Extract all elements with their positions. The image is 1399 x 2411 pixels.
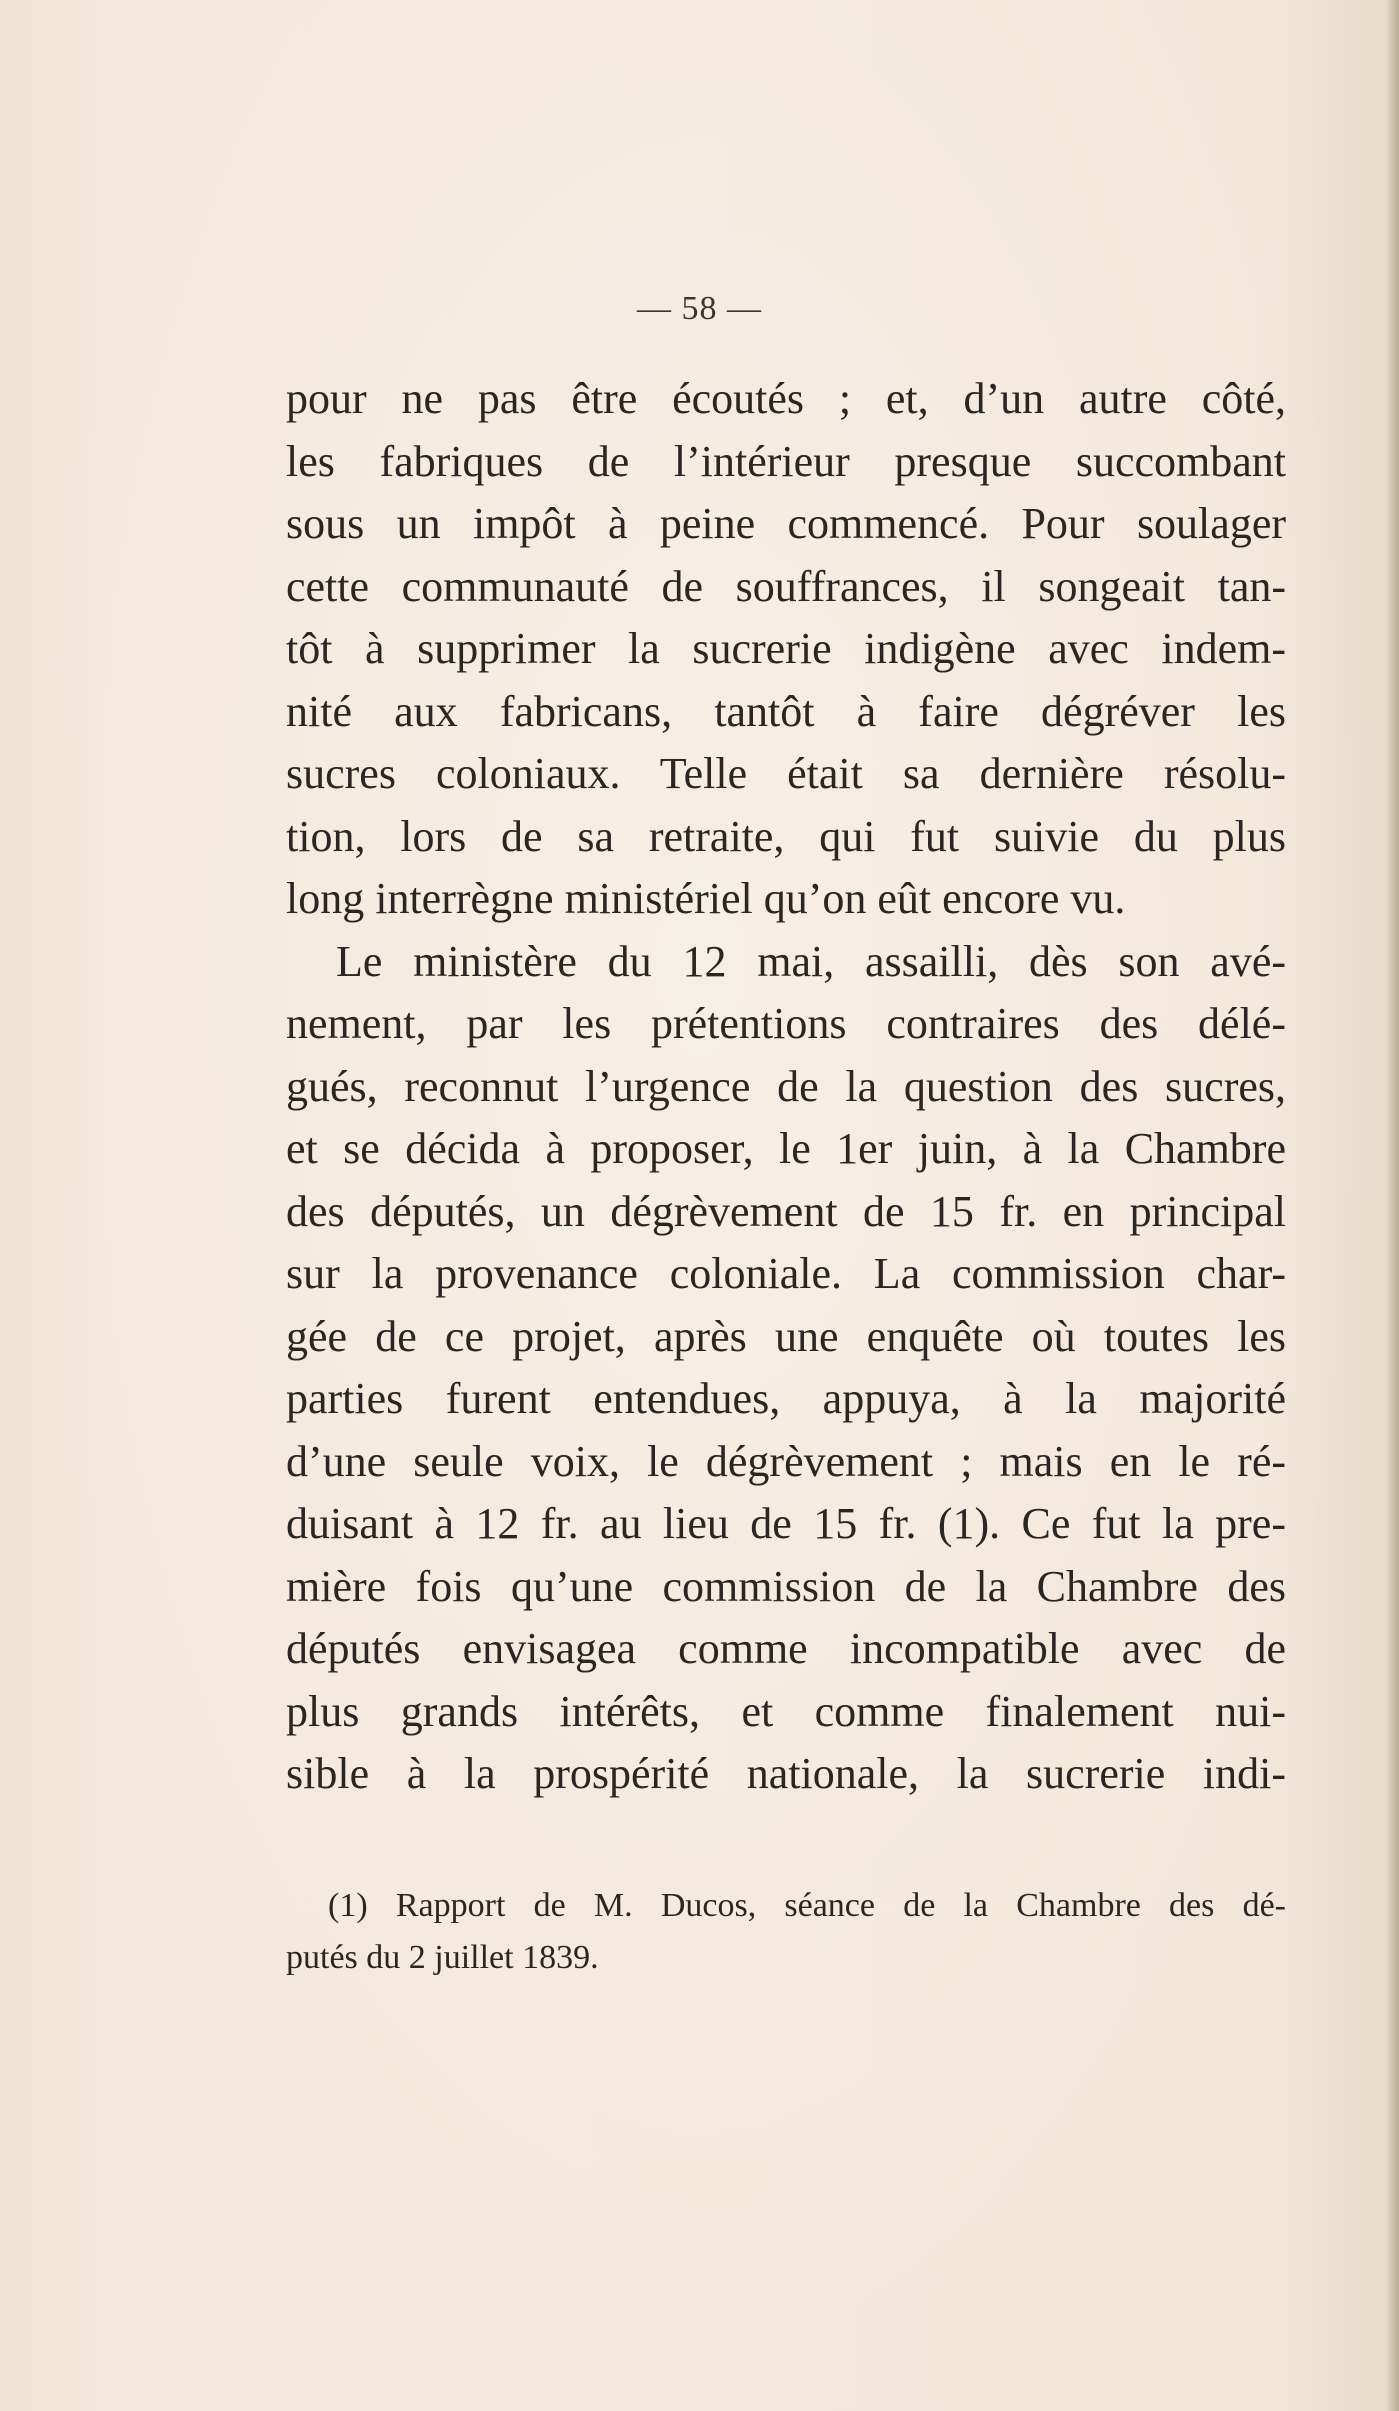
text-line: députés envisagea comme incompatible avec de xyxy=(286,1624,1286,1673)
text-line: sous un impôt à peine commencé. Pour soulager xyxy=(286,499,1286,548)
text-line: tôt à supprimer la sucrerie indigène avec indem- xyxy=(286,624,1286,673)
text-line: sur la provenance coloniale. La commission char- xyxy=(286,1249,1286,1298)
page-number: — 58 — xyxy=(637,290,762,327)
text-line: gués, reconnut l’urgence de la question des sucres, xyxy=(286,1061,1286,1111)
text-line: gée de ce projet, après une enquête où toutes les xyxy=(286,1311,1286,1361)
text-line: long interrègne ministériel qu’on eût encore vu. xyxy=(286,874,1126,923)
text-line: mière fois qu’une commission de la Chambre des xyxy=(286,1561,1286,1611)
text-line: et se décida à proposer, le 1er juin, à la Chambre xyxy=(286,1124,1286,1173)
text-line: duisant à 12 fr. au lieu de 15 fr. (1). Ce fut la pre- xyxy=(286,1499,1286,1548)
body-text xyxy=(286,368,1286,1806)
page-edge xyxy=(1387,0,1399,2411)
text-line: parties furent entendues, appuya, à la majorité xyxy=(286,1374,1286,1423)
text-line: sible à la prospérité nationale, la sucrerie indi- xyxy=(286,1749,1286,1798)
footnote-line: putés du 2 juillet 1839. xyxy=(286,1939,599,1976)
footnote-line: (1) Rapport de M. Ducos, séance de la Chambre des dé- xyxy=(328,1887,1286,1924)
text-line: les fabriques de l’intérieur presque succombant xyxy=(286,436,1286,486)
text-line: cette communauté de souffrances, il songeait tan- xyxy=(286,561,1286,611)
text-line: nement, par les prétentions contraires des délé- xyxy=(286,999,1286,1048)
footnote xyxy=(286,1880,1286,1984)
text-line: d’une seule voix, le dégrèvement ; mais en le ré- xyxy=(286,1436,1286,1486)
text-line: nité aux fabricans, tantôt à faire dégréver les xyxy=(286,686,1286,736)
text-line: Le ministère du 12 mai, assailli, dès son avé- xyxy=(336,936,1286,986)
text-line: tion, lors de sa retraite, qui fut suivie du plus xyxy=(286,811,1286,861)
text-line: pour ne pas être écoutés ; et, d’un autre côté, xyxy=(286,374,1286,423)
text-line: plus grands intérêts, et comme finalement nui- xyxy=(286,1686,1286,1736)
text-line: des députés, un dégrèvement de 15 fr. en principal xyxy=(286,1186,1286,1236)
text-line: sucres coloniaux. Telle était sa dernière résolu- xyxy=(286,749,1286,798)
